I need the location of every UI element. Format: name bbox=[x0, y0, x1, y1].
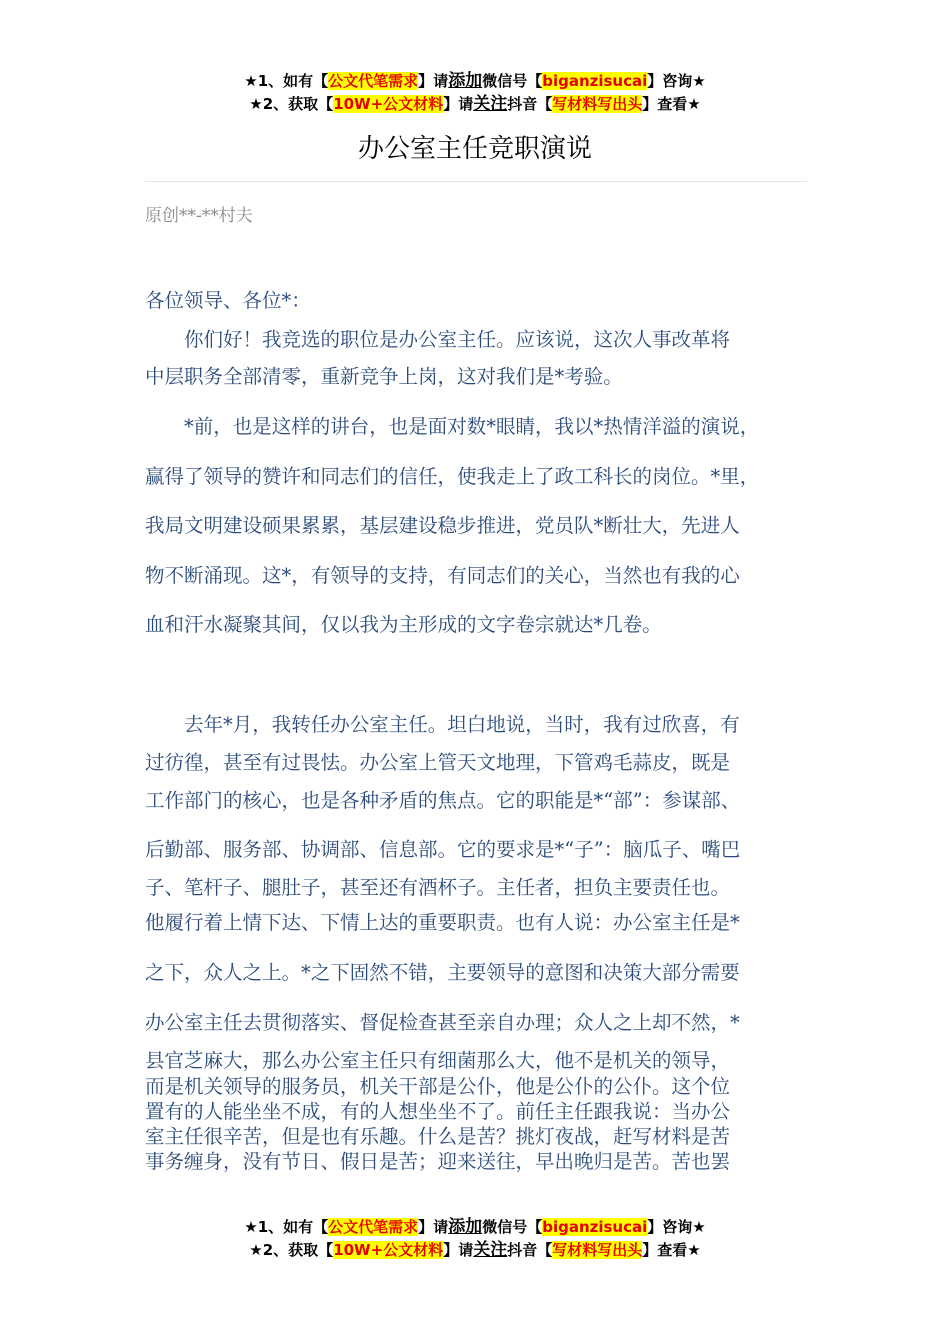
text-line: 事务缠身，没有节日、假日是苦；迎来送往，早出晚归是苦。苦也罢 bbox=[145, 1150, 731, 1173]
footer-banner bbox=[0, 1216, 950, 1262]
document-source: 原创**-**村夫 bbox=[145, 206, 253, 226]
banner-text: 】请 bbox=[418, 1218, 449, 1236]
text-line: 他履行着上情下达、下情上达的重要职责。也有人说：办公室主任是* bbox=[145, 911, 740, 934]
banner-text: 】请 bbox=[443, 95, 474, 113]
text-line: 室主任很辛苦，但是也有乐趣。什么是苦？挑灯夜战，赶写材料是苦 bbox=[145, 1125, 731, 1148]
text-line: 县官芝麻大，那么办公室主任只有细菌那么大，他不是机关的领导， bbox=[145, 1049, 731, 1072]
banner-highlight: 公文代笔需求 bbox=[328, 72, 419, 90]
banner-emphasis: 关注 bbox=[473, 1240, 508, 1260]
text-line: 物不断涌现。这*，有领导的支持，有同志们的关心，当然也有我的心 bbox=[145, 564, 740, 587]
document-title: 办公室主任竞职演说 bbox=[357, 134, 592, 164]
banner-text: 】咨询★ bbox=[647, 1218, 706, 1236]
text-line: 而是机关领导的服务员，机关干部是公仆，他是公仆的公仆。这个位 bbox=[145, 1075, 731, 1098]
banner-text: 】查看★ bbox=[642, 1241, 701, 1259]
header-banner bbox=[0, 70, 950, 116]
text-line: 去年*月，我转任办公室主任。坦白地说，当时，我有过欣喜，有 bbox=[184, 713, 740, 736]
text-line: 子、笔杆子、腿肚子，甚至还有酒杯子。主任者，担负主要责任也。 bbox=[145, 876, 731, 899]
banner-line-2 bbox=[0, 1239, 950, 1262]
text-line: 我局文明建设硕果累累，基层建设稳步推进，党员队*断壮大，先进人 bbox=[145, 514, 740, 537]
salutation: 各位领导、各位*： bbox=[145, 289, 311, 312]
text-line: 工作部门的核心，也是各种矛盾的焦点。它的职能是*“部”：参谋部、 bbox=[145, 789, 741, 812]
banner-text: 】请 bbox=[443, 1241, 474, 1259]
text-line: *前，也是这样的讲台，也是面对数*眼睛，我以*热情洋溢的演说， bbox=[184, 415, 760, 438]
banner-text: 抖音【 bbox=[507, 95, 553, 113]
banner-emphasis: 添加 bbox=[448, 1217, 483, 1237]
banner-highlight: 公文代笔需求 bbox=[328, 1218, 419, 1236]
banner-text: ★1、如有【 bbox=[244, 1218, 329, 1236]
banner-line-1 bbox=[0, 70, 950, 93]
banner-text: ★2、获取【 bbox=[249, 95, 334, 113]
text-line: 赢得了领导的赞许和同志们的信任，使我走上了政工科长的岗位。*里， bbox=[145, 465, 760, 488]
text-line: 血和汗水凝聚其间，仅以我为主形成的文字卷宗就达*几卷。 bbox=[145, 613, 662, 636]
banner-highlight: 写材料写出头 bbox=[552, 95, 643, 113]
text-line: 之下，众人之上。*之下固然不错，主要领导的意图和决策大部分需要 bbox=[145, 961, 740, 984]
banner-text: 】请 bbox=[418, 72, 449, 90]
banner-text: 抖音【 bbox=[507, 1241, 553, 1259]
banner-highlight: 10W+公文材料 bbox=[333, 95, 444, 113]
banner-text: 】查看★ bbox=[642, 95, 701, 113]
text-line: 后勤部、服务部、协调部、信息部。它的要求是*“子”：脑瓜子、嘴巴 bbox=[145, 838, 741, 861]
banner-emphasis: 关注 bbox=[473, 94, 508, 114]
text-line: 置有的人能坐坐不成，有的人想坐坐不了。前任主任跟我说：当办公 bbox=[145, 1100, 731, 1123]
banner-line-2 bbox=[0, 93, 950, 116]
banner-text: ★2、获取【 bbox=[249, 1241, 334, 1259]
banner-highlight: biganzisucai bbox=[542, 72, 648, 90]
banner-highlight: 10W+公文材料 bbox=[333, 1241, 444, 1259]
text-line: 中层职务全部清零，重新竞争上岗，这对我们是*考验。 bbox=[145, 365, 623, 388]
title-divider bbox=[145, 181, 807, 182]
text-line: 过彷徨，甚至有过畏怯。办公室上管天文地理，下管鸡毛蒜皮，既是 bbox=[145, 751, 731, 774]
banner-line-1 bbox=[0, 1216, 950, 1239]
text-line: 办公室主任去贯彻落实、督促检查甚至亲自办理；众人之上却不然，* bbox=[145, 1011, 740, 1034]
banner-highlight: 写材料写出头 bbox=[552, 1241, 643, 1259]
banner-text: 】咨询★ bbox=[647, 72, 706, 90]
banner-emphasis: 添加 bbox=[448, 71, 483, 91]
banner-text: ★1、如有【 bbox=[244, 72, 329, 90]
text-line: 你们好！我竞选的职位是办公室主任。应该说，这次人事改革将 bbox=[184, 328, 731, 351]
banner-text: 微信号【 bbox=[482, 1218, 543, 1236]
banner-highlight: biganzisucai bbox=[542, 1218, 648, 1236]
banner-text: 微信号【 bbox=[482, 72, 543, 90]
